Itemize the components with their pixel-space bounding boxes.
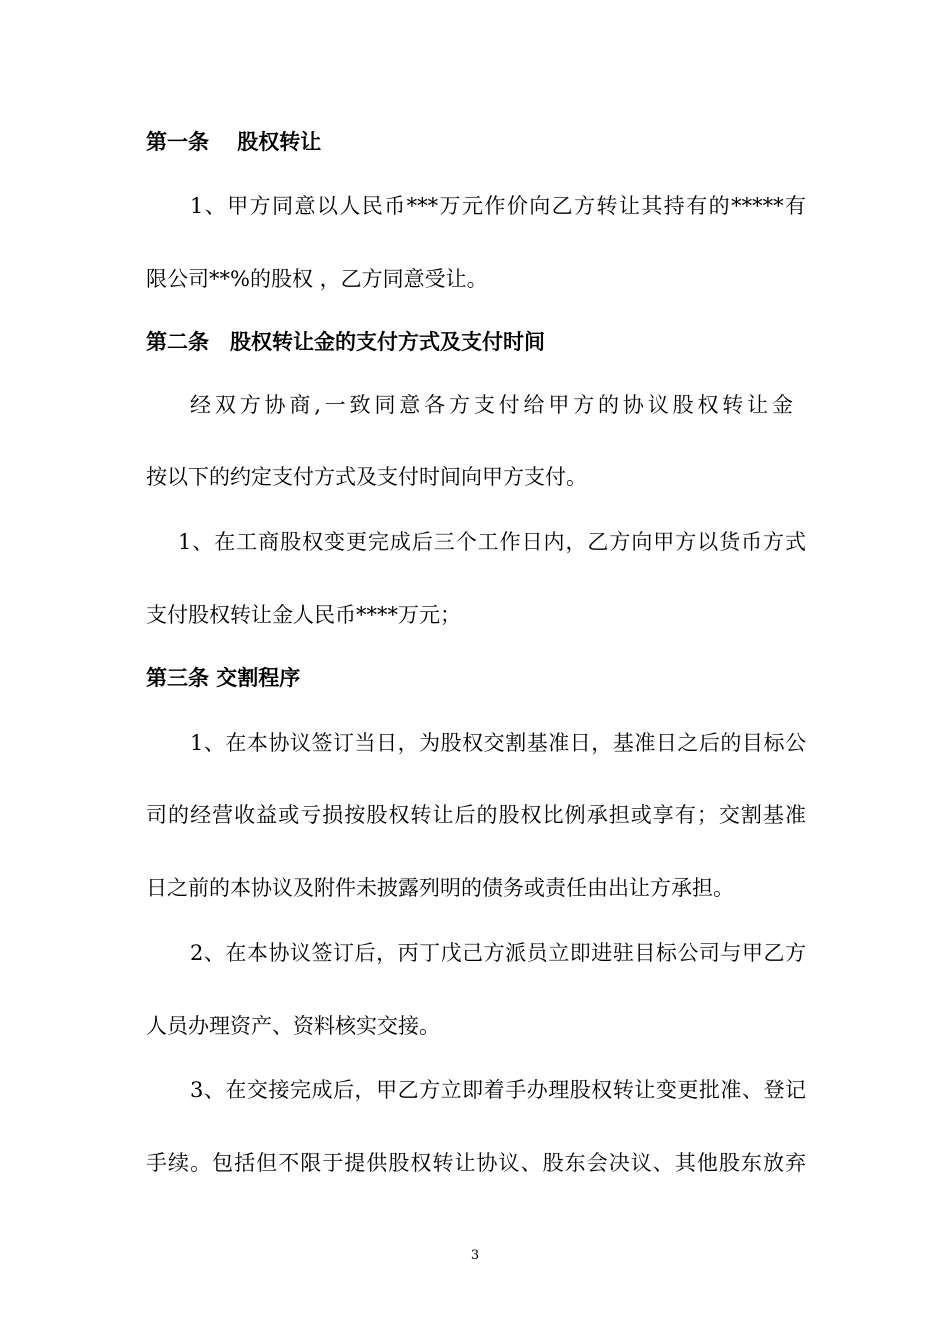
article-3-paragraph-3-line-1: 3、在交接完成后，甲乙方立即着手办理股权转让变更批准、登记 (190, 1078, 806, 1102)
article-1-paragraph-1-line-2: 限公司**%的股权 ，乙方同意受让。 (146, 267, 488, 291)
article-3-paragraph-2-line-1: 2、在本协议签订后，丙丁戊己方派员立即进驻目标公司与甲乙方 (190, 941, 806, 965)
article-3-paragraph-1-line-2: 司的经营收益或亏损按股权转让后的股权比例承担或享有；交割基准 (146, 803, 806, 827)
article-1-paragraph-1-line-1: 1、甲方同意以人民币***万元作价向乙方转让其持有的*****有 (190, 194, 806, 218)
article-3-paragraph-1-line-1: 1、在本协议签订当日，为股权交割基准日，基准日之后的目标公 (190, 731, 806, 755)
article-2-heading: 第二条 股权转让金的支付方式及支付时间 (146, 329, 545, 354)
article-2-paragraph-2-line-1: 1、在工商股权变更完成后三个工作日内，乙方向甲方以货币方式 (178, 530, 806, 554)
article-2-paragraph-1-line-2: 按以下的约定支付方式及支付时间向甲方支付。 (146, 465, 587, 489)
article-3-paragraph-2-line-2: 人员办理资产、资料核实交接。 (146, 1014, 440, 1038)
article-1-heading: 第一条 股权转让 (146, 129, 322, 154)
page-number: 3 (470, 1248, 480, 1263)
article-3-heading: 第三条 交割程序 (146, 665, 301, 690)
article-3-paragraph-1-line-3: 日之前的本协议及附件未披露列明的债务或责任由出让方承担。 (146, 876, 734, 900)
article-2-paragraph-1-line-1: 经双方协商,一致同意各方支付给甲方的协议股权转让金 (190, 393, 793, 417)
article-2-paragraph-2-line-2: 支付股权转让金人民币****万元； (146, 603, 461, 627)
article-3-paragraph-3-line-2: 手续。包括但不限于提供股权转让协议、股东会决议、其他股东放弃 (146, 1151, 806, 1175)
